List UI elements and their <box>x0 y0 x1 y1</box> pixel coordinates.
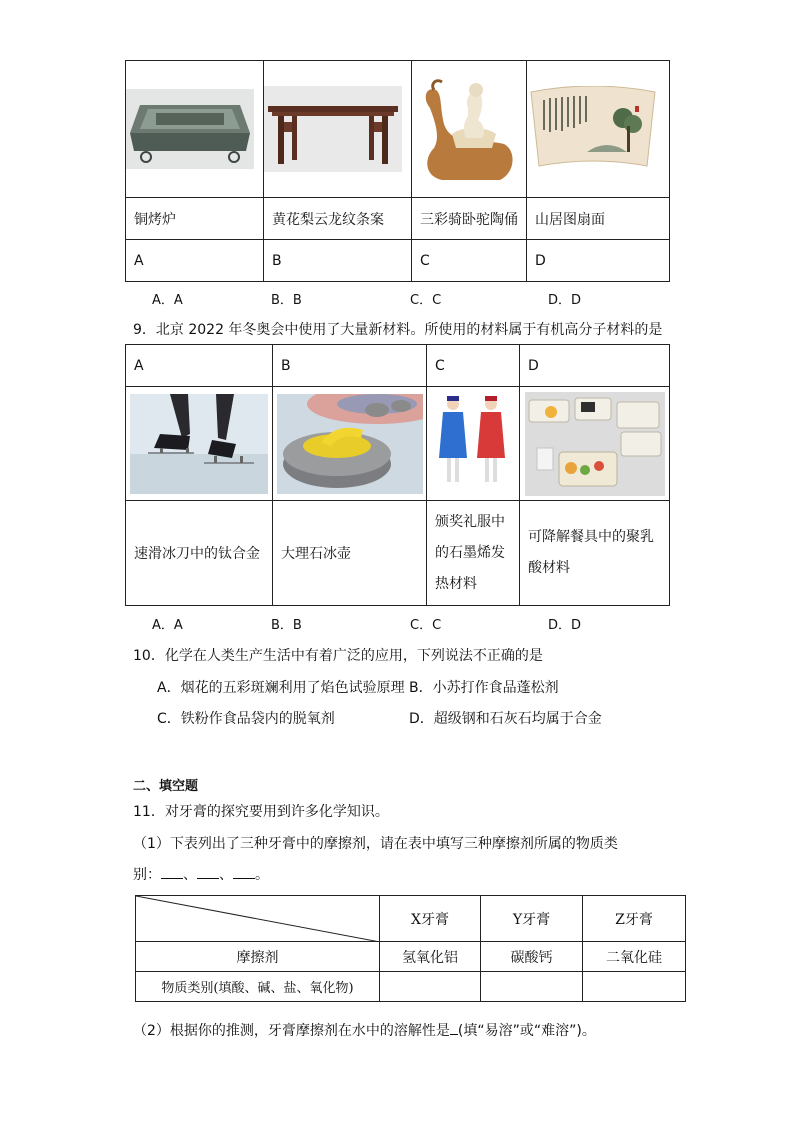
q11-row2-x-input[interactable] <box>380 972 481 1002</box>
q9-option-c[interactable]: C．C <box>410 618 442 633</box>
q9-option-d[interactable]: D．D <box>548 618 582 633</box>
q8-option-c[interactable]: C．C <box>410 293 442 308</box>
q11-header-y: Y牙膏 <box>481 896 583 942</box>
q11-blank-1[interactable] <box>161 866 183 879</box>
q9-letter-c: C <box>427 345 520 387</box>
q8-option-a[interactable]: A．A <box>152 293 183 308</box>
q9-desc-d-line2: 酸材料 <box>528 560 570 576</box>
curling-stone-image <box>273 387 427 501</box>
q9-desc-c <box>427 501 520 606</box>
q9-desc-c-line1: 颁奖礼服中 <box>435 513 505 530</box>
q9-desc-b: 大理石冰壶 <box>273 501 427 606</box>
q8-item-a-name: 铜烤炉 <box>126 198 264 240</box>
landscape-fan-image <box>527 61 670 198</box>
q11-row1-label: 摩擦剂 <box>136 942 380 972</box>
rosewood-table-image <box>264 61 412 198</box>
q11-sep-1: 、 <box>183 867 197 883</box>
q11-blank-3[interactable] <box>233 866 255 879</box>
q11-end: 。 <box>255 867 269 883</box>
q9-stem: 9．北京 2022 年冬奥会中使用了大量新材料。所使用的材料属于有机高分子材料的是 <box>133 322 663 338</box>
q11-row1-x: 氢氧化铝 <box>380 942 481 972</box>
q9-letter-a: A <box>126 345 273 387</box>
q8-table <box>125 60 670 282</box>
q10-option-a[interactable]: A．烟花的五彩斑斓利用了焰色试验原理 <box>157 680 405 696</box>
q8-option-b[interactable]: B．B <box>271 293 302 308</box>
diagonal-line <box>136 896 380 942</box>
q9-desc-d-line1: 可降解餐具中的聚乳 <box>528 529 654 545</box>
q8-item-a-letter: A <box>126 240 264 282</box>
q10-option-c[interactable]: C．铁粉作食品袋内的脱氧剂 <box>157 711 335 727</box>
q9-table <box>125 344 670 606</box>
speed-skate-image <box>126 387 273 501</box>
camel-figurine-image <box>412 61 527 198</box>
q11-part2 <box>133 1020 596 1040</box>
q9-desc-a: 速滑冰刀中的钛合金 <box>126 501 273 606</box>
q9-desc-d <box>520 501 670 606</box>
q8-item-d-name: 山居图扇面 <box>527 198 670 240</box>
q11-sep-2: 、 <box>219 867 233 883</box>
q9-option-a[interactable]: A．A <box>152 618 183 633</box>
q8-item-b-letter: B <box>264 240 412 282</box>
q11-row1-y: 碳酸钙 <box>481 942 583 972</box>
q11-header-z: Z牙膏 <box>583 896 686 942</box>
copper-stove-image <box>126 61 264 198</box>
q11-table <box>135 895 686 1002</box>
award-dress-image <box>427 387 520 501</box>
q11-header-x: X牙膏 <box>380 896 481 942</box>
q9-desc-c-line2: 的石墨烯发 <box>435 544 505 561</box>
q11-blank-4[interactable] <box>450 1022 458 1035</box>
q11-blank-2[interactable] <box>197 866 219 879</box>
q11-row2-label: 物质类别(填酸、碱、盐、氧化物) <box>136 972 380 1002</box>
q11-part2-prefix: （2）根据你的推测，牙膏摩擦剂在水中的溶解性是 <box>133 1023 450 1039</box>
q11-part1-prefix: 别： <box>133 867 161 883</box>
q11-row2-z-input[interactable] <box>583 972 686 1002</box>
tableware-image <box>520 387 670 501</box>
q11-part1-line2 <box>133 864 269 884</box>
q8-item-b-name: 黄花梨云龙纹条案 <box>264 198 412 240</box>
q10-option-d[interactable]: D．超级钢和石灰石均属于合金 <box>409 711 602 727</box>
q9-letter-b: B <box>273 345 427 387</box>
q10-stem: 10．化学在人类生产生活中有着广泛的应用，下列说法不正确的是 <box>133 648 543 664</box>
q9-desc-c-line3: 热材料 <box>435 575 477 592</box>
q9-option-b[interactable]: B．B <box>271 618 302 633</box>
q8-option-d[interactable]: D．D <box>548 293 582 308</box>
q11-part1-line1: （1）下表列出了三种牙膏中的摩擦剂，请在表中填写三种摩擦剂所属的物质类 <box>133 836 618 852</box>
q8-item-c-name: 三彩骑卧驼陶俑 <box>412 198 527 240</box>
q8-item-c-letter: C <box>412 240 527 282</box>
q9-letter-d: D <box>520 345 670 387</box>
q11-stem: 11．对牙膏的探究要用到许多化学知识。 <box>133 804 389 820</box>
q11-row1-z: 二氧化硅 <box>583 942 686 972</box>
section-heading: 二、填空题 <box>133 779 199 794</box>
q8-item-d-letter: D <box>527 240 670 282</box>
q10-option-b[interactable]: B．小苏打作食品蓬松剂 <box>409 680 559 696</box>
q11-corner-cell <box>136 896 380 942</box>
q11-row2-y-input[interactable] <box>481 972 583 1002</box>
q11-part2-suffix: (填“易溶”或“难溶”)。 <box>457 1023 596 1039</box>
